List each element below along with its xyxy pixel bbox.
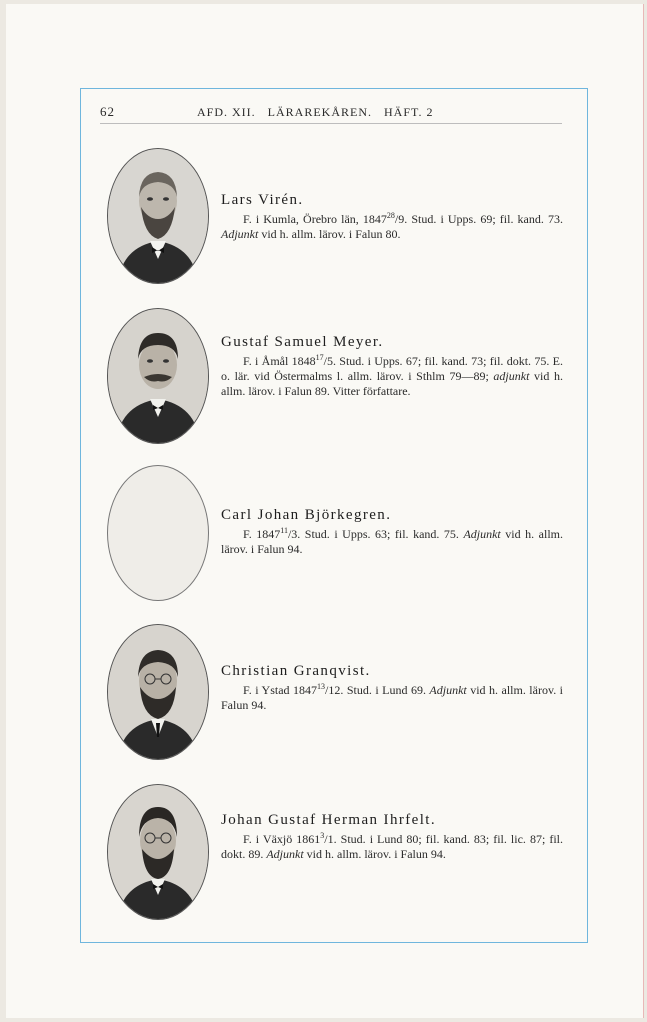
- bio-text-end: vid h. allm. lärov. i Falun 89. Vitter författare.: [221, 369, 563, 398]
- bio-text: . Stud. i Upps. 67; fil. kand. 73; fil. dokt. 75. E. o. lär. vid Östermalms l. allm. lärov. i Sthlm 79—89;: [221, 354, 563, 383]
- portrait-photo: [107, 308, 209, 444]
- bio-date-sup: 3: [320, 831, 325, 840]
- bio-date-sub: /1: [324, 832, 334, 846]
- bio-birth: F. 1847: [243, 527, 281, 541]
- bio-date-sub: /5: [323, 354, 333, 368]
- bio-date-sup: 28: [386, 211, 395, 220]
- bio-birth: F. i Kumla, Örebro län, 1847: [243, 212, 387, 226]
- person-bio: [221, 832, 563, 862]
- entry-johan-gustaf-herman-ihrfelt: [0, 784, 647, 924]
- bio-birth: F. i Ystad 1847: [243, 683, 318, 697]
- portrait-photo: [107, 784, 209, 920]
- person-name: Johan Gustaf Herman Ihrfelt.: [221, 812, 436, 828]
- entry-carl-johan-bjorkegren: [0, 465, 647, 605]
- bio-text: . Stud. i Upps. 69; fil. kand. 73.: [404, 212, 563, 226]
- portrait-placeholder: [107, 465, 209, 601]
- bio-title: adjunkt: [493, 369, 530, 383]
- page-header: [100, 104, 562, 122]
- bio-date-sub: /9: [394, 212, 405, 226]
- entry-lars-viren: [0, 148, 647, 288]
- bio-date-sub: /3: [287, 527, 298, 541]
- bio-text: . Stud. i Lund 69.: [340, 683, 430, 697]
- entry-christian-granqvist: [0, 624, 647, 764]
- bio-text: . Stud. i Lund 80; fil. kand. 83; fil. lic. 87; fil. dokt. 89.: [221, 832, 563, 861]
- portrait-photo: [107, 624, 209, 760]
- person-bio: [221, 354, 563, 399]
- page-number: 62: [100, 104, 115, 119]
- entry-gustaf-samuel-meyer: [0, 308, 647, 448]
- bio-date-sup: 17: [315, 353, 324, 362]
- bio-text-end: vid h. allm. lärov. i Falun 94.: [221, 527, 563, 556]
- bio-title: Adjunkt: [463, 527, 501, 541]
- bio-title: Adjunkt: [221, 227, 259, 241]
- bio-text: . Stud. i Upps. 63; fil. kand. 75.: [297, 527, 464, 541]
- running-title: AFD. XII. LÄRAREKÅREN. HÄFT. 2: [197, 105, 434, 119]
- person-bio: [221, 683, 563, 713]
- bio-title: Adjunkt: [266, 847, 304, 861]
- person-name: Gustaf Samuel Meyer.: [221, 334, 384, 350]
- bio-date-sup: 13: [317, 682, 326, 691]
- bio-date-sub: /12: [325, 683, 341, 697]
- portrait-photo: [107, 148, 209, 284]
- bio-date-sup: 11: [280, 526, 288, 535]
- bio-title: Adjunkt: [429, 683, 467, 697]
- bio-text-end: vid h. allm. lärov. i Falun 94.: [303, 847, 446, 861]
- person-name: Christian Granqvist.: [221, 663, 371, 679]
- person-bio: [221, 212, 563, 242]
- bio-birth: F. i Växjö 1861: [243, 832, 321, 846]
- person-bio: [221, 527, 563, 557]
- header-rule: [100, 123, 562, 124]
- bio-birth: F. i Åmål 1848: [243, 354, 316, 368]
- bio-text-end: vid h. allm. lärov. i Falun 94.: [221, 683, 563, 712]
- bio-text-end: vid h. allm. lärov. i Falun 80.: [258, 227, 401, 241]
- person-name: Lars Virén.: [221, 192, 304, 208]
- person-name: Carl Johan Björkegren.: [221, 507, 392, 523]
